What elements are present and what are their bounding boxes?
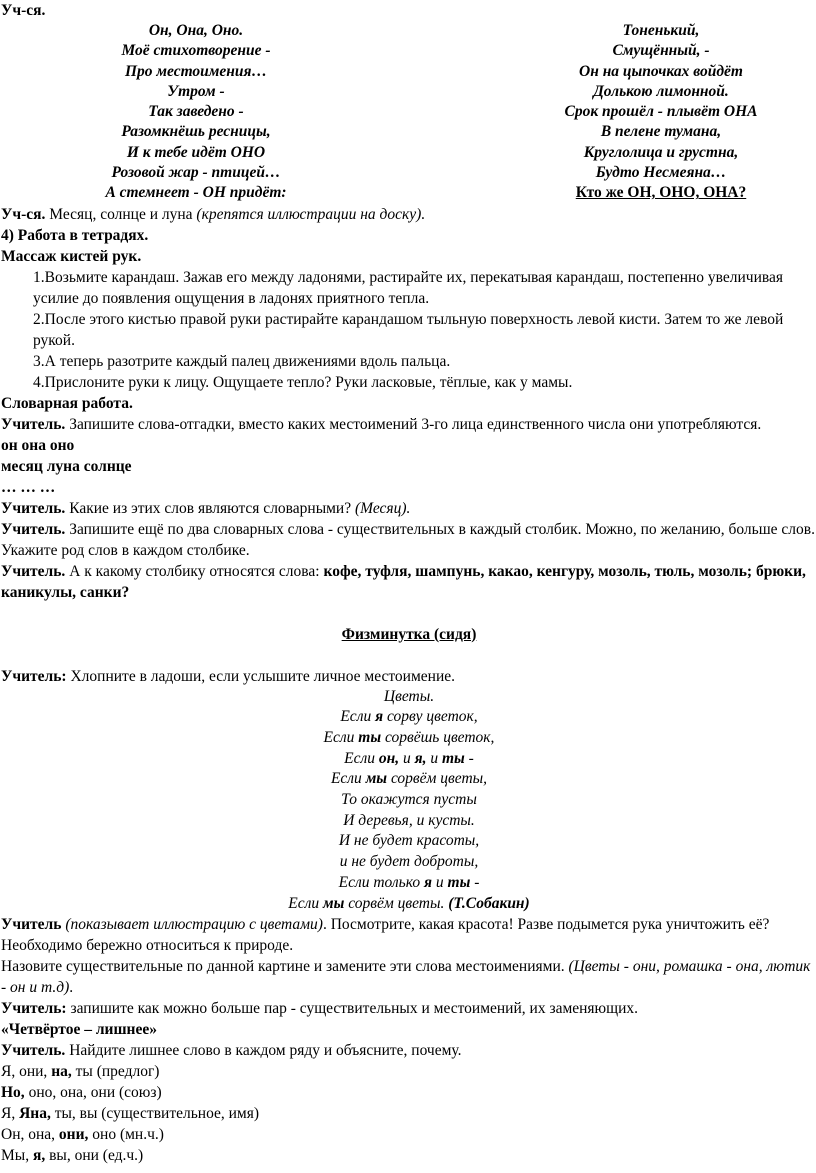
teacher-paragraph	[1, 519, 816, 540]
teacher-label: Учитель	[1, 916, 62, 934]
teacher-paragraph	[1, 414, 816, 435]
game-heading: «Четвёртое – лишнее»	[1, 1021, 157, 1039]
poem-line: Смущённый, -	[612, 42, 710, 60]
answer-text: Месяц, солнце и луна	[45, 205, 197, 223]
teacher-paragraph	[1, 561, 816, 603]
speaker-label: Уч-ся.	[1, 205, 46, 223]
odd-row: Я, Яна, ты, вы (существительное, имя)	[1, 1105, 260, 1123]
dots-row: … … …	[1, 478, 56, 496]
paragraph-text: А к какому столбику относятся слова:	[65, 562, 324, 580]
odd-row: Мы, я, вы, они (ед.ч.)	[1, 1147, 144, 1165]
pronouns-row: он она оно	[1, 436, 75, 454]
poem-line: Если я сорву цветок,	[340, 708, 478, 726]
poem-line: Срок прошёл - плывёт ОНА	[564, 103, 758, 121]
massage-step: 4.Прислоните руки к лицу. Ощущаете тепло? Руки ласковые, тёплые, как у мамы.	[33, 373, 573, 391]
poem-line: Круглолица и грустна,	[583, 143, 739, 161]
paragraph-text: Найдите лишнее слово в каждом ряду и объясните, почему.	[65, 1042, 462, 1060]
stage-note: (показывает иллюстрацию с цветами)	[61, 916, 323, 934]
odd-row: Но, оно, она, они (союз)	[1, 1084, 162, 1102]
section-heading: Массаж кистей рук.	[1, 247, 142, 265]
teacher-label: Учитель:	[1, 667, 67, 685]
poem-line: Если мы сорвём цветы. (Т.Собакин)	[288, 894, 530, 912]
poem-line: Моё стихотворение -	[121, 42, 271, 60]
poem-line: А стемнеет - ОН придёт:	[105, 184, 287, 202]
odd-row: Он, она, они, оно (мн.ч.)	[1, 1126, 164, 1144]
poem-title: Цветы.	[383, 687, 435, 705]
flowers-poem	[1, 687, 816, 915]
poem-line: Долькою лимонной.	[593, 82, 729, 100]
poem-line: Про местоимения…	[124, 62, 268, 80]
poem-left-column	[1, 21, 391, 204]
teacher-paragraph	[1, 998, 816, 1019]
massage-step: 3.А теперь разотрите каждый палец движениями вдоль пальца.	[33, 352, 451, 370]
poem-line: И деревья, и кусты.	[343, 811, 475, 829]
poem-author: (Т.Собакин)	[448, 894, 530, 912]
nouns-row: месяц луна солнце	[1, 457, 132, 475]
plain-paragraph: Укажите род слов в каждом столбике.	[1, 541, 250, 559]
paragraph-text: Хлопните в ладоши, если услышите личное местоимение.	[66, 667, 456, 685]
poem-line: Если мы сорвём цветы,	[330, 770, 488, 788]
poem-line: Если ты сорвёшь цветок,	[323, 729, 495, 747]
paragraph-text: запишите как можно больше пар - существительных и местоимений, их заменяющих.	[66, 1000, 638, 1018]
teacher-label: Учитель.	[1, 520, 66, 538]
poem-right-column	[511, 21, 811, 204]
words-list: кофе, туфля, шампунь, какао, кенгуру, мозоль, тюль, мозоль; брюки, каникулы, санки?	[1, 562, 806, 601]
section-heading: Словарная работа.	[1, 394, 133, 412]
answer-note: (Месяц).	[354, 499, 411, 517]
teacher-label: Учитель.	[1, 415, 66, 433]
teacher-label: Учитель:	[1, 1000, 67, 1018]
poem-line: Будто Несмеяна…	[595, 164, 727, 182]
poem-line: В пелене тумана,	[600, 123, 722, 141]
poem-line: Он на цыпочках войдёт	[579, 62, 743, 80]
poem-line: Если только я и ты -	[338, 873, 480, 891]
teacher-paragraph	[1, 666, 816, 687]
massage-step: 2.После этого кистью правой руки растирайте карандашом тыльную поверхность левой кисти. Затем то же левой рукой.	[33, 310, 784, 349]
poem-block	[1, 21, 816, 204]
teacher-paragraph	[1, 498, 816, 519]
teacher-label: Учитель.	[1, 1042, 66, 1060]
poem-line: То окажутся пусты	[341, 791, 477, 809]
paragraph-text: Запишите слова-отгадки, вместо каких местоимений 3-го лица единственного числа они употребляются.	[65, 415, 762, 433]
section-heading: 4) Работа в тетрадях.	[1, 226, 149, 244]
massage-step: 1.Возьмите карандаш. Зажав его между ладонями, растирайте их, перекатывая карандаш, постепенно увеличивая усилие до появления ощущения в ладонях приятного тепла.	[33, 268, 784, 307]
answer-note: (крепятся иллюстрации на доску).	[196, 205, 426, 223]
speaker-label: Уч-ся.	[1, 2, 46, 19]
poem-line: Тоненький,	[622, 22, 700, 39]
poem-line: Утром -	[167, 82, 225, 100]
teacher-paragraph	[1, 914, 816, 956]
teacher-label: Учитель.	[1, 562, 66, 580]
poem-line: Розовой жар - птицей…	[111, 164, 281, 182]
teacher-label: Учитель.	[1, 499, 66, 517]
paragraph-text: . Посмотрите, какая красота! Разве подымется рука уничтожить её? Необходимо бережно относиться к природе.	[1, 916, 770, 955]
fizminutka-heading: Физминутка (сидя)	[341, 625, 477, 643]
poem-line: И не будет красоты,	[338, 832, 480, 850]
poem-line: Если он, и я, и ты -	[344, 749, 474, 767]
poem-line: Разомкнёшь ресницы,	[121, 123, 271, 141]
poem-line: Так заведено -	[148, 103, 244, 121]
poem-line: И к тебе идёт ОНО	[126, 143, 266, 161]
plain-paragraph: Назовите существительные по данной картине и замените эти слова местоимениями. (Цветы - они, ромашка - она, лютик - он и т.д).	[1, 958, 811, 997]
answer-paragraph	[1, 204, 816, 225]
poem-line: и не будет доброты,	[339, 853, 479, 871]
poem-question-line: Кто же ОН, ОНО, ОНА?	[575, 184, 747, 202]
example-note: (Цветы - они, ромашка - она, лютик - он и т.д)	[1, 958, 811, 997]
teacher-paragraph	[1, 1040, 816, 1061]
paragraph-text: Какие из этих слов являются словарными?	[65, 499, 355, 517]
paragraph-text: Запишите ещё по два словарных слова - существительных в каждый столбик. Можно, по желанию, больше слов.	[65, 520, 815, 538]
poem-line: Он, Она, Оно.	[148, 22, 244, 39]
odd-row: Я, они, на, ты (предлог)	[1, 1063, 160, 1081]
